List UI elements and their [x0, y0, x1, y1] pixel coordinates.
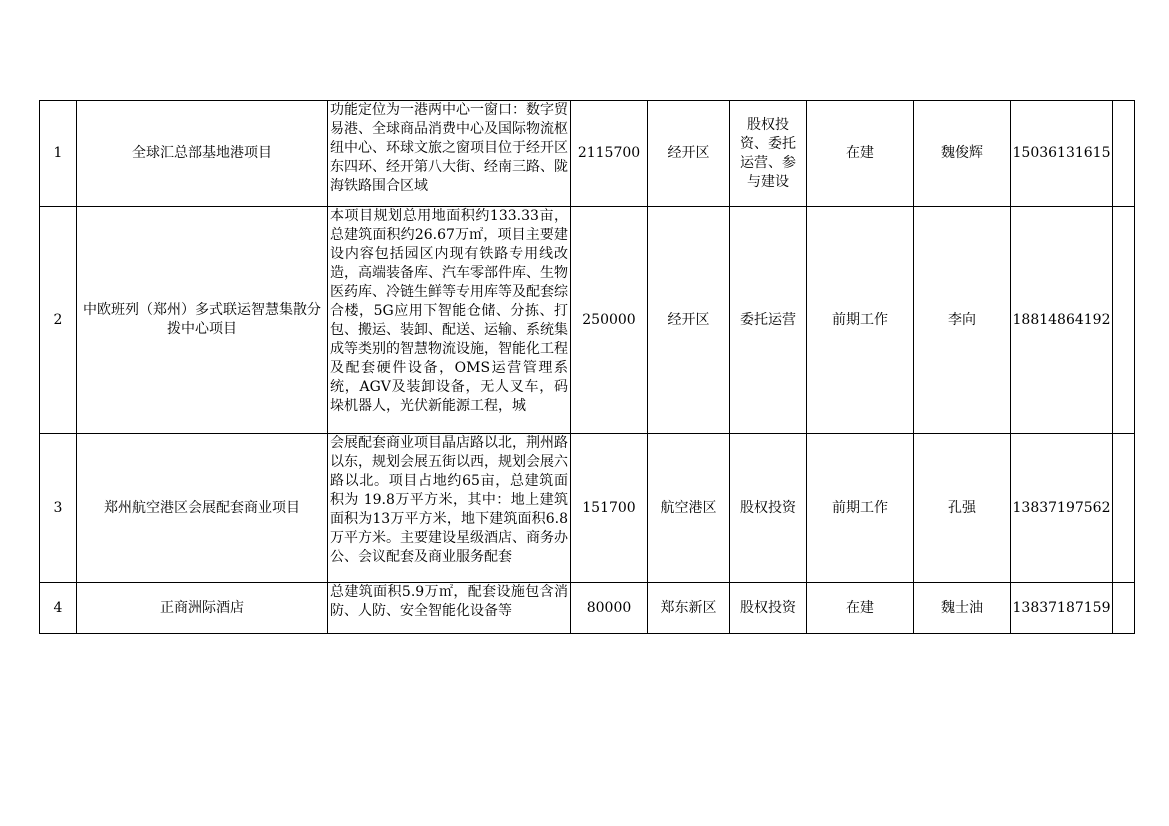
cooperation-mode: 股权投资 [730, 583, 807, 634]
contact-person: 魏俊辉 [914, 101, 1011, 207]
district: 经开区 [648, 207, 730, 434]
project-table [39, 100, 1135, 634]
district: 郑东新区 [648, 583, 730, 634]
row-number: 3 [40, 434, 77, 583]
project-status: 前期工作 [807, 434, 914, 583]
cooperation-mode: 委托运营 [730, 207, 807, 434]
contact-phone: 13837187159 [1011, 583, 1113, 634]
contact-person: 魏士油 [914, 583, 1011, 634]
district: 经开区 [648, 101, 730, 207]
project-description [328, 101, 571, 207]
project-description [328, 434, 571, 583]
row-number: 1 [40, 101, 77, 207]
row-number: 2 [40, 207, 77, 434]
project-description [328, 583, 571, 634]
investment-amount: 250000 [571, 207, 648, 434]
remark-cell [1113, 583, 1135, 634]
table-row [40, 583, 1135, 634]
project-description-text: 功能定位为一港两中心一窗口：数字贸易港、全球商品消费中心及国际物流枢纽中心、环球文旅之窗项目位于经开区东四环、经开第八大街、经南三路、陇海铁路围合区域 [330, 102, 568, 194]
project-name: 全球汇总部基地港项目 [77, 101, 328, 207]
remark-cell [1113, 207, 1135, 434]
contact-person: 李向 [914, 207, 1011, 434]
investment-amount: 80000 [571, 583, 648, 634]
table-row [40, 434, 1135, 583]
cooperation-mode: 股权投资 [730, 434, 807, 583]
contact-phone: 18814864192 [1011, 207, 1113, 434]
table-row [40, 207, 1135, 434]
table-row [40, 101, 1135, 207]
project-status: 前期工作 [807, 207, 914, 434]
project-description-text: 本项目规划总用地面积约133.33亩，总建筑面积约26.67万㎡，项目主要建设内容包括园区内现有铁路专用线改造，高端装备库、汽车零部件库、生物医药库、冷链生鲜等专用库等及配套综合楼，5G应用下智能仓储、分拣、打包、搬运、装卸、配送、运输、系统集成等类别的智慧物流设施，智能化工程及配套硬件设备，OMS运营管理系统，AGV及装卸设备，无人叉车，码垛机器人，光伏新能源工程，城 [330, 208, 568, 414]
project-status: 在建 [807, 101, 914, 207]
project-name: 郑州航空港区会展配套商业项目 [77, 434, 328, 583]
remark-cell [1113, 434, 1135, 583]
remark-cell [1113, 101, 1135, 207]
row-number: 4 [40, 583, 77, 634]
project-status: 在建 [807, 583, 914, 634]
investment-amount: 2115700 [571, 101, 648, 207]
project-description-text: 会展配套商业项目晶店路以北，荆州路以东，规划会展五街以西，规划会展六路以北。项目占地约65亩，总建筑面积为 19.8万平方米，其中：地上建筑面积为13万平方米，地下建筑面积6.8万平方米。主要建设星级酒店、商务办公、会议配套及商业服务配套 [330, 435, 568, 565]
contact-phone: 13837197562 [1011, 434, 1113, 583]
project-name: 正商洲际酒店 [77, 583, 328, 634]
contact-person: 孔强 [914, 434, 1011, 583]
contact-phone: 15036131615 [1011, 101, 1113, 207]
cooperation-mode: 股权投资、委托运营、参与建设 [730, 101, 807, 207]
district: 航空港区 [648, 434, 730, 583]
project-description [328, 207, 571, 434]
project-name: 中欧班列（郑州）多式联运智慧集散分拨中心项目 [77, 207, 328, 434]
investment-amount: 151700 [571, 434, 648, 583]
project-description-text: 总建筑面积5.9万㎡，配套设施包含消防、人防、安全智能化设备等 [330, 584, 568, 619]
